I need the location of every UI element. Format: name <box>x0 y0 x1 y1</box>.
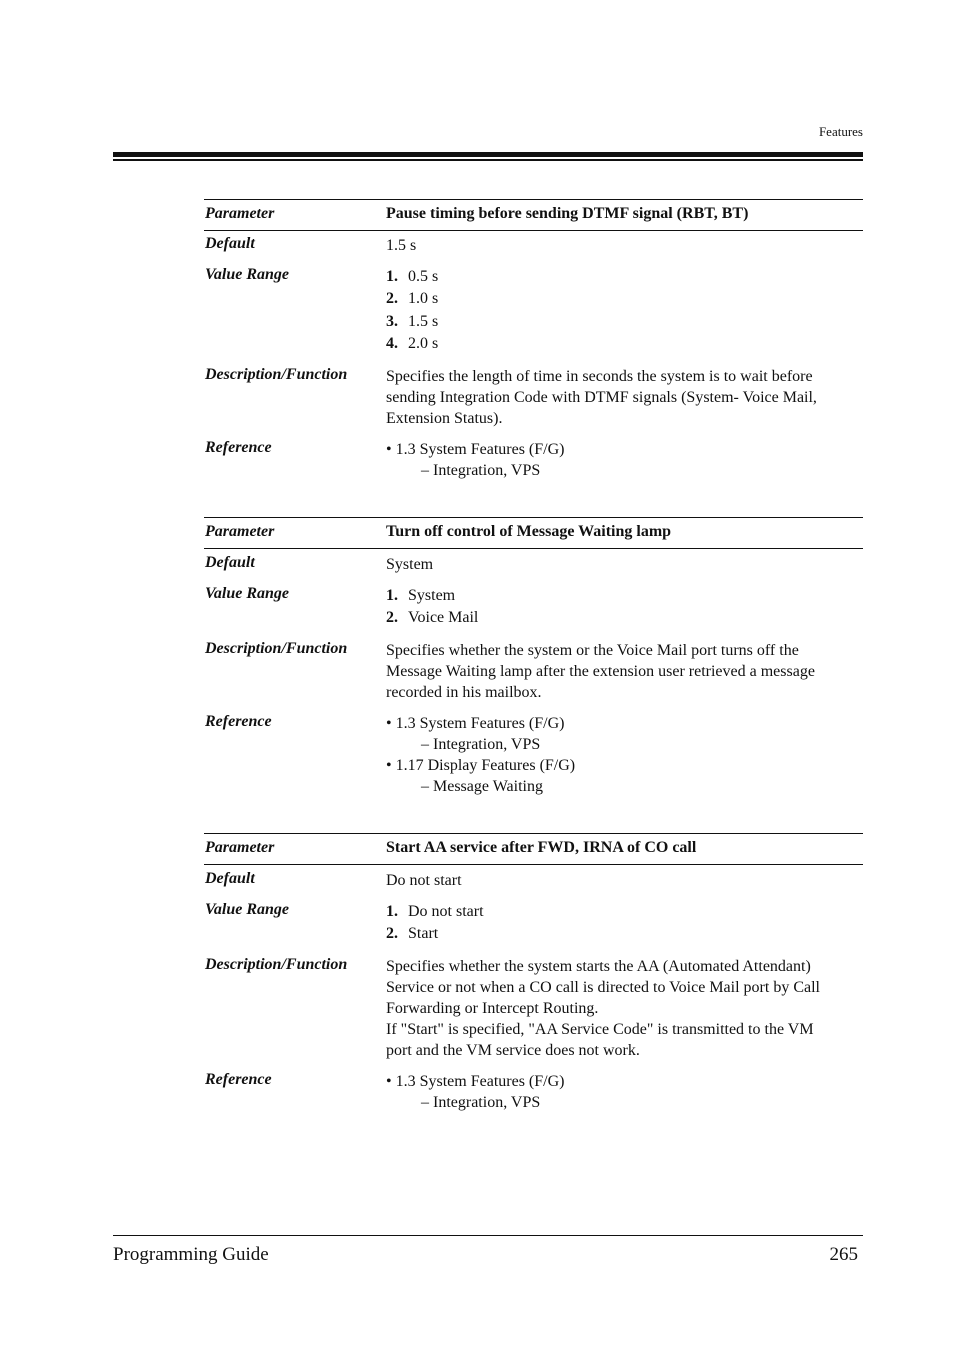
section-name: Features <box>818 124 863 139</box>
reference-list <box>386 439 861 481</box>
parameter-row <box>204 833 863 865</box>
page-number: 265 <box>829 1244 858 1265</box>
range-item: 2. Start <box>386 925 439 943</box>
parameter-name: Turn off control of Message Waiting lamp <box>386 523 672 540</box>
parameter-label: Parameter <box>205 523 275 540</box>
parameter-table-2 <box>204 517 863 795</box>
description-label: Description/Function <box>205 366 348 383</box>
reference-subitem: – Integration, VPS <box>421 736 541 753</box>
parameter-table-3 <box>204 833 863 1111</box>
header-rule <box>113 152 863 157</box>
reference-item: • 1.3 System Features (F/G) <box>386 1073 565 1090</box>
default-value: 1.5 s <box>386 237 417 254</box>
description-text: Specifies whether the system starts the AA (Automated Attendant) Service or not when a CO call is directed to Voice Mail port by Call Forwarding or Intercept Routing. If "Start" is specified, "AA Service Code" is transmitted to the VM port and the VM service does not work. <box>386 958 820 1059</box>
default-label: Default <box>205 554 255 571</box>
value-range-label: Value Range <box>205 585 290 602</box>
reference-subitem: – Integration, VPS <box>421 462 541 479</box>
footer-title: Programming Guide <box>113 1244 269 1265</box>
range-item: 3. 1.5 s <box>386 312 439 330</box>
parameter-row <box>204 199 863 231</box>
range-item: 1. 0.5 s <box>386 268 439 285</box>
description-text: Specifies whether the system or the Voice Mail port turns off the Message Waiting lamp after the extension user retrieved a message recorded in his mailbox. <box>386 642 815 701</box>
reference-list <box>386 1071 861 1113</box>
reference-item: • 1.3 System Features (F/G) <box>386 715 565 732</box>
reference-label: Reference <box>205 713 272 730</box>
footer-rule <box>113 1235 863 1236</box>
value-range-label: Value Range <box>205 901 290 918</box>
range-item: 2. Voice Mail <box>386 609 479 627</box>
reference-subitem: – Integration, VPS <box>421 1094 541 1111</box>
parameter-name: Start AA service after FWD, IRNA of CO call <box>386 839 697 856</box>
default-value: System <box>386 556 434 573</box>
range-item: 2. 1.0 s <box>386 290 439 308</box>
parameter-label: Parameter <box>205 839 275 856</box>
default-value: Do not start <box>386 872 462 889</box>
reference-item: • 1.3 System Features (F/G) <box>386 441 565 458</box>
reference-label: Reference <box>205 439 272 456</box>
header-rule-thin <box>113 159 863 161</box>
range-item: 1. Do not start <box>386 903 484 920</box>
default-label: Default <box>205 870 255 887</box>
parameter-table-1 <box>204 199 863 479</box>
description-text: Specifies the length of time in seconds the system is to wait before sending Integration Code with DTMF signals (System- Voice Mail, Extension Status). <box>386 368 817 427</box>
description-label: Description/Function <box>205 956 348 973</box>
parameter-label: Parameter <box>205 205 275 222</box>
value-range-label: Value Range <box>205 266 290 283</box>
default-label: Default <box>205 235 255 252</box>
reference-list <box>386 713 861 797</box>
range-item: 4. 2.0 s <box>386 334 439 352</box>
range-item: 1. System <box>386 587 456 604</box>
parameter-row <box>204 517 863 549</box>
parameter-name: Pause timing before sending DTMF signal (RBT, BT) <box>386 205 749 222</box>
reference-item: • 1.17 Display Features (F/G) <box>386 757 576 774</box>
reference-subitem: – Message Waiting <box>421 778 543 795</box>
description-label: Description/Function <box>205 640 348 657</box>
reference-label: Reference <box>205 1071 272 1088</box>
